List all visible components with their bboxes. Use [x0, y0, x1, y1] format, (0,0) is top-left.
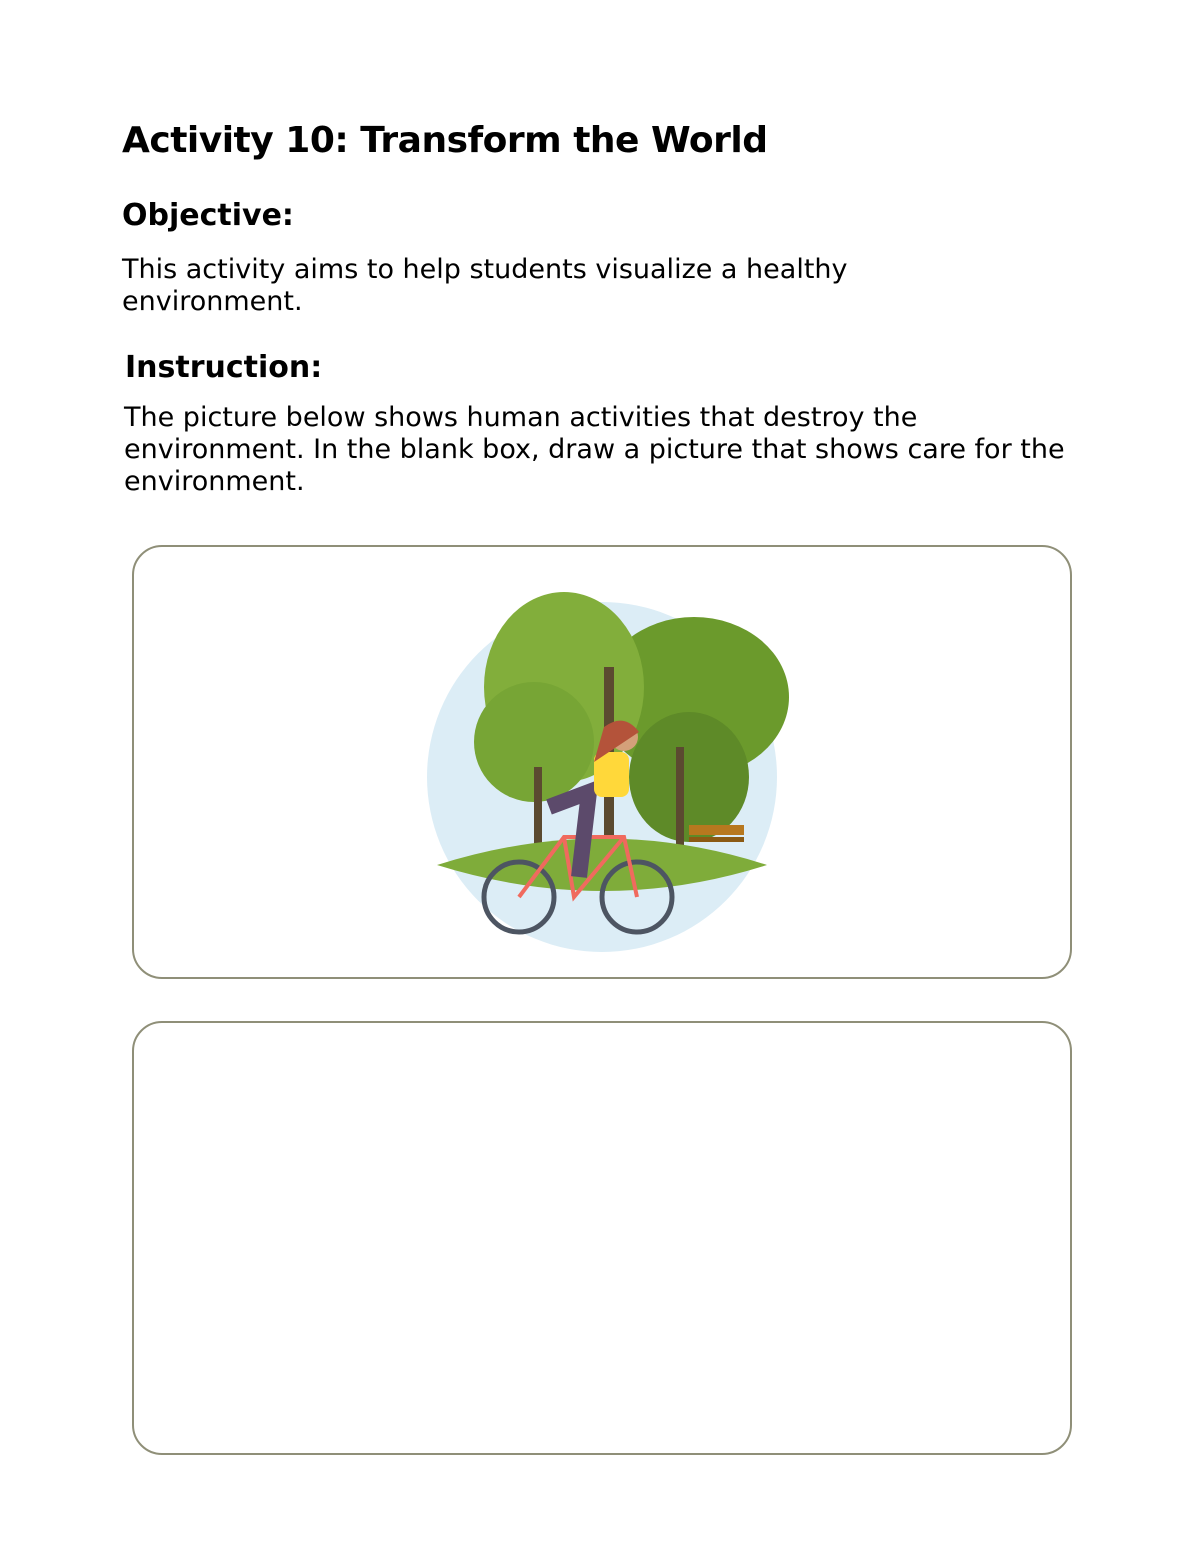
objective-text: This activity aims to help students visualize a healthy environment.: [122, 254, 848, 317]
instruction-heading: Instruction:: [125, 350, 323, 385]
picture-box: [132, 545, 1072, 979]
page-title: Activity 10: Transform the World: [122, 120, 768, 161]
drawing-box[interactable]: [132, 1021, 1072, 1455]
instruction-text: The picture below shows human activities that destroy the environment. In the blank box, draw a picture that shows care for the environment.: [124, 402, 1065, 497]
objective-heading: Objective:: [122, 198, 294, 233]
cyclist-park-illustration: [134, 547, 1070, 977]
